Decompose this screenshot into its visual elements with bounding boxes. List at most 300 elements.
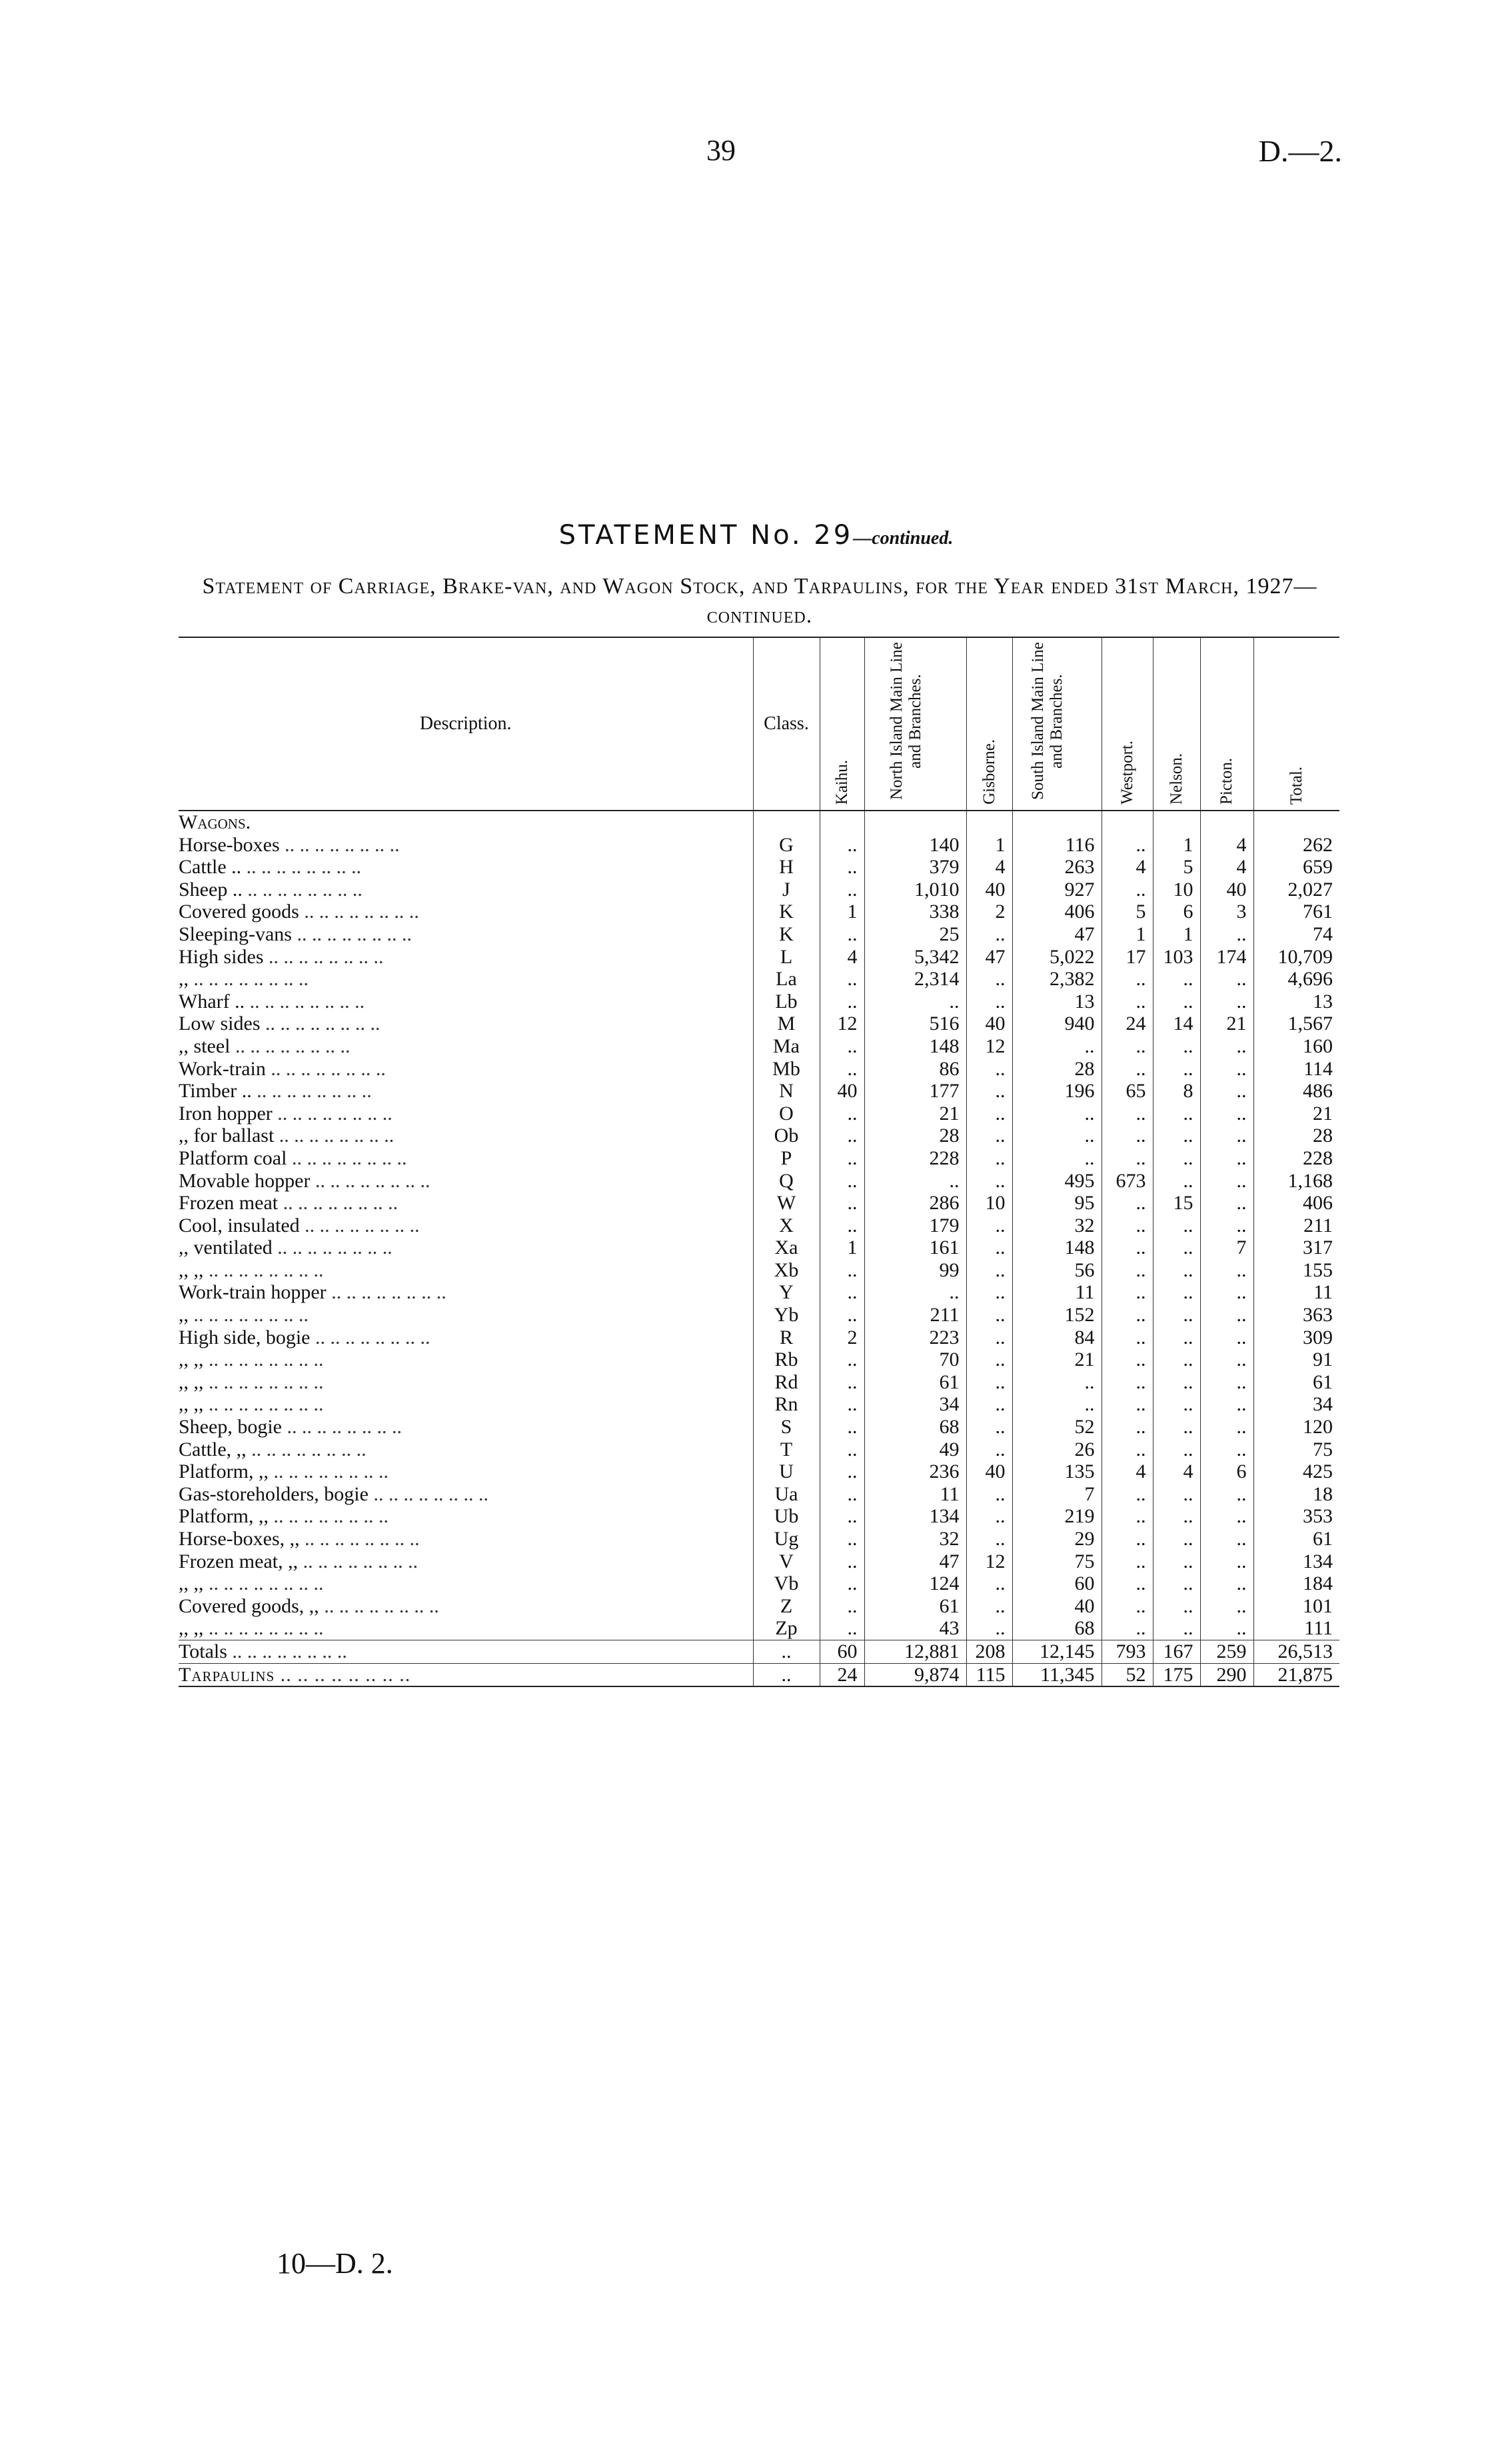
value-cell: .. [1102,1147,1153,1170]
value-cell: 148 [1012,1236,1102,1259]
value-cell: 14 [1153,1013,1200,1035]
value-cell: .. [1153,1259,1200,1282]
row-description: Platform, ,, .. .. .. .. .. .. .. .. [179,1505,388,1528]
table-row [179,1192,1339,1215]
value-cell: .. [1102,1393,1153,1416]
header-total: Total. [1253,637,1339,811]
value-cell: .. [1012,1125,1102,1147]
value-cell: .. [1153,1617,1200,1640]
value-cell: .. [820,1438,864,1461]
value-cell: .. [820,1125,864,1147]
statement-title-suffix: —continued. [853,528,954,549]
summary-cell: 793 [1102,1640,1153,1663]
table-row [179,1215,1339,1237]
leader-dots: .. .. .. .. .. .. .. .. [331,1281,446,1304]
row-class: Xb [753,1259,820,1282]
value-cell: 5,342 [864,946,966,969]
value-cell: .. [1153,1304,1200,1326]
value-cell: .. [1102,1281,1153,1304]
value-cell: 10 [966,1192,1012,1215]
value-cell: .. [1102,1528,1153,1550]
table-row [179,1416,1339,1438]
row-description: ,, for ballast .. .. .. .. .. .. .. .. [179,1125,394,1147]
leader-dots: .. .. .. .. .. .. .. .. [279,1125,394,1147]
value-cell: 61 [1253,1528,1339,1550]
value-cell: 11 [864,1483,966,1506]
value-cell: 379 [864,856,966,879]
tarpaulins-row [179,1663,1339,1686]
value-cell: 160 [1253,1035,1339,1058]
value-cell: 1 [1153,834,1200,857]
summary-cell: 175 [1153,1663,1200,1686]
value-cell: .. [864,1281,966,1304]
value-cell: .. [1200,1147,1253,1170]
summary-cell: 52 [1102,1663,1153,1686]
value-cell: 13 [1012,991,1102,1013]
value-cell: 516 [864,1013,966,1035]
value-cell: .. [1200,1281,1253,1304]
summary-cell: 167 [1153,1640,1200,1663]
table-row [179,1438,1339,1461]
value-cell: 174 [1200,946,1253,969]
value-cell: .. [1153,1281,1200,1304]
value-cell: .. [1200,1103,1253,1125]
value-cell: 11 [1253,1281,1339,1304]
value-cell: 60 [1012,1572,1102,1595]
value-cell: .. [1102,834,1153,857]
row-class: X [753,1215,820,1237]
value-cell: .. [1200,1505,1253,1528]
row-class: W [753,1192,820,1215]
row-description: Work-train .. .. .. .. .. .. .. .. [179,1057,386,1080]
value-cell: 114 [1253,1058,1339,1081]
leader-dots: .. .. .. .. .. .. .. .. [373,1482,488,1505]
value-cell: 56 [1012,1259,1102,1282]
value-cell: 65 [1102,1080,1153,1103]
value-cell: .. [1200,1326,1253,1349]
value-cell: 75 [1253,1438,1339,1461]
row-class: Ug [753,1528,820,1550]
row-class: M [753,1013,820,1035]
row-description: Movable hopper .. .. .. .. .. .. .. .. [179,1169,430,1192]
row-description: Platform coal .. .. .. .. .. .. .. .. [179,1147,407,1169]
leader-dots: .. .. .. .. .. .. .. .. [193,968,309,991]
value-cell: 40 [1012,1595,1102,1618]
leader-dots: .. .. .. .. .. .. .. .. [246,856,362,879]
value-cell: .. [820,1348,864,1371]
table-row [179,901,1339,923]
value-cell: 61 [864,1595,966,1618]
value-cell: 659 [1253,856,1339,879]
row-description: Cattle .. .. .. .. .. .. .. .. .. [179,856,362,879]
row-description: Sleeping-vans .. .. .. .. .. .. .. .. [179,923,412,945]
leader-dots: .. .. .. .. .. .. .. .. [209,1617,324,1640]
value-cell: .. [966,1147,1012,1170]
row-description: Sheep, bogie .. .. .. .. .. .. .. .. [179,1416,402,1438]
value-cell: 28 [1012,1058,1102,1081]
footer-reference: 10—D. 2. [277,2247,393,2280]
row-description: ,, ,, .. .. .. .. .. .. .. .. [179,1393,324,1416]
value-cell: .. [1153,1035,1200,1058]
row-class: La [753,968,820,991]
value-cell: .. [1153,1236,1200,1259]
table-row [179,946,1339,969]
value-cell: 4 [1102,856,1153,879]
value-cell: .. [966,1595,1012,1618]
value-cell: 111 [1253,1617,1339,1640]
table-row [179,1013,1339,1035]
leader-dots: .. .. .. .. .. .. .. .. [315,1169,430,1192]
summary-cell: 11,345 [1012,1663,1102,1686]
value-cell: .. [820,1058,864,1081]
value-cell: .. [1153,1348,1200,1371]
leader-dots: .. .. .. .. .. .. .. .. [273,1460,388,1483]
value-cell: .. [966,1259,1012,1282]
statement-title-main: STATEMENT No. 29 [558,520,854,551]
value-cell: .. [1012,1393,1102,1416]
value-cell: 1 [820,1236,864,1259]
value-cell: 179 [864,1215,966,1237]
leader-dots: .. .. .. .. .. .. .. .. [305,1528,420,1550]
value-cell: .. [1200,1170,1253,1193]
value-cell: 161 [864,1236,966,1259]
value-cell: .. [1102,1483,1153,1506]
value-cell: 34 [1253,1393,1339,1416]
value-cell: 338 [864,901,966,923]
value-cell: 61 [1253,1371,1339,1394]
value-cell: 24 [1102,1013,1153,1035]
value-cell: .. [1102,1595,1153,1618]
row-description: Cool, insulated .. .. .. .. .. .. .. .. [179,1214,420,1236]
value-cell: 286 [864,1192,966,1215]
value-cell: 91 [1253,1348,1339,1371]
value-cell: .. [820,879,864,901]
table-row [179,1125,1339,1147]
value-cell: .. [1102,1371,1153,1394]
value-cell: 28 [864,1125,966,1147]
value-cell: 134 [1253,1550,1339,1573]
value-cell: .. [1153,1393,1200,1416]
value-cell: .. [1012,1371,1102,1394]
table-row [179,1595,1339,1618]
row-description: Frozen meat .. .. .. .. .. .. .. .. [179,1192,398,1215]
row-description: Covered goods, ,, .. .. .. .. .. .. .. .. [179,1594,439,1617]
statement-title [0,520,1512,551]
value-cell: .. [1153,1170,1200,1193]
value-cell: 15 [1153,1192,1200,1215]
value-cell: .. [966,1371,1012,1394]
value-cell: 152 [1012,1304,1102,1326]
row-description: ,, steel .. .. .. .. .. .. .. .. [179,1035,351,1057]
value-cell: 12 [966,1035,1012,1058]
value-cell: .. [1153,1058,1200,1081]
value-cell: .. [1153,1505,1200,1528]
header-gisborne: Gisborne. [966,637,1012,811]
row-class: Lb [753,991,820,1013]
value-cell: 486 [1253,1080,1339,1103]
row-description: ,, .. .. .. .. .. .. .. .. [179,968,309,991]
section-label: Wagons. [179,811,251,833]
value-cell: 4 [1102,1460,1153,1483]
value-cell: 135 [1012,1460,1102,1483]
summary-cell: 60 [820,1640,864,1663]
value-cell: .. [1102,1103,1153,1125]
value-cell: .. [1200,1595,1253,1618]
row-class: K [753,923,820,946]
value-cell: .. [1102,1058,1153,1081]
row-class: Rb [753,1348,820,1371]
leader-dots: .. .. .. .. .. .. .. .. [303,1550,418,1572]
table-row [179,1035,1339,1058]
value-cell: .. [1200,1371,1253,1394]
value-cell: 32 [1012,1215,1102,1237]
value-cell: 425 [1253,1460,1339,1483]
totals-row [179,1640,1339,1663]
table-row [179,1572,1339,1595]
value-cell: 228 [864,1147,966,1170]
header-kaihu: Kaihu. [820,637,864,811]
leader-dots: .. .. .. .. .. .. .. .. [324,1594,439,1617]
value-cell: .. [966,1438,1012,1461]
value-cell: 52 [1012,1416,1102,1438]
value-cell: .. [1102,1416,1153,1438]
summary-cell: 9,874 [864,1663,966,1686]
value-cell: .. [1102,1617,1153,1640]
summary-cell: 21,875 [1253,1663,1339,1686]
value-cell: .. [1200,1617,1253,1640]
row-class: H [753,856,820,879]
value-cell: .. [1153,1416,1200,1438]
value-cell: .. [966,968,1012,991]
table-row [179,1326,1339,1349]
page-reference: D.—2. [1258,134,1342,168]
summary-cell: 12,145 [1012,1640,1102,1663]
table-row [179,968,1339,991]
row-class: Yb [753,1304,820,1326]
value-cell: .. [1153,1147,1200,1170]
value-cell: 17 [1102,946,1153,969]
value-cell: .. [1200,1550,1253,1573]
value-cell: 211 [864,1304,966,1326]
leader-dots: .. .. .. .. .. .. .. .. [315,1326,430,1348]
value-cell: 32 [864,1528,966,1550]
row-class: T [753,1438,820,1461]
value-cell: 10,709 [1253,946,1339,969]
value-cell: .. [1153,1550,1200,1573]
value-cell: 761 [1253,901,1339,923]
value-cell: 155 [1253,1259,1339,1282]
value-cell: .. [1200,1259,1253,1282]
value-cell: 47 [966,946,1012,969]
value-cell: 4 [1153,1460,1200,1483]
value-cell: .. [1200,1192,1253,1215]
value-cell: .. [1102,1550,1153,1573]
row-description: ,, ,, .. .. .. .. .. .. .. .. [179,1258,324,1281]
header-south-island: South Island Main Line and Branches. [1012,637,1102,811]
value-cell: .. [1200,923,1253,946]
value-cell: .. [820,1281,864,1304]
value-cell: 4 [966,856,1012,879]
table-row [179,1348,1339,1371]
value-cell: 406 [1012,901,1102,923]
value-cell: 4 [1200,834,1253,857]
value-cell: .. [1153,991,1200,1013]
value-cell: 1,010 [864,879,966,901]
value-cell: .. [1153,1595,1200,1618]
row-description: High sides .. .. .. .. .. .. .. .. [179,945,384,968]
summary-cell: 26,513 [1253,1640,1339,1663]
value-cell: 8 [1153,1080,1200,1103]
header-picton: Picton. [1200,637,1253,811]
value-cell: .. [966,1348,1012,1371]
summary-cell: 24 [820,1663,864,1686]
row-description: Work-train hopper .. .. .. .. .. .. .. .. [179,1281,446,1304]
value-cell: .. [820,991,864,1013]
value-cell: 13 [1253,991,1339,1013]
value-cell: .. [1153,1125,1200,1147]
row-description: Gas-storeholders, bogie .. .. .. .. .. .. .. .. [179,1482,488,1505]
leader-dots: .. .. .. .. .. .. .. .. [209,1258,324,1281]
leader-dots: .. .. .. .. .. .. .. .. [251,1438,367,1460]
value-cell: .. [1153,1371,1200,1394]
row-description: Frozen meat, ,, .. .. .. .. .. .. .. .. [179,1550,418,1572]
value-cell: .. [1200,991,1253,1013]
table-row [179,923,1339,946]
value-cell: 3 [1200,901,1253,923]
value-cell: .. [966,1215,1012,1237]
value-cell: .. [1012,1035,1102,1058]
value-cell: .. [966,1281,1012,1304]
value-cell: .. [820,1595,864,1618]
value-cell: 317 [1253,1236,1339,1259]
row-description: Timber .. .. .. .. .. .. .. .. .. [179,1080,372,1103]
value-cell: 184 [1253,1572,1339,1595]
value-cell: .. [1153,1438,1200,1461]
value-cell: 927 [1012,879,1102,901]
row-class: Rn [753,1393,820,1416]
value-cell: .. [966,1236,1012,1259]
row-description: High side, bogie .. .. .. .. .. .. .. .. [179,1326,430,1348]
value-cell: 263 [1012,856,1102,879]
leader-dots: .. .. .. .. .. .. .. .. [297,923,412,945]
row-class: Z [753,1595,820,1618]
value-cell: .. [820,1259,864,1282]
value-cell: 18 [1253,1483,1339,1506]
tarpaulins-label: Tarpaulins .. .. .. .. .. .. .. .. [179,1663,753,1686]
value-cell: .. [1200,1304,1253,1326]
value-cell: .. [820,1505,864,1528]
row-class: Ma [753,1035,820,1058]
leader-dots: .. .. .. .. .. .. .. .. [209,1393,324,1416]
table-row [179,1304,1339,1326]
value-cell: 1 [966,834,1012,857]
value-cell: 4 [820,946,864,969]
value-cell: .. [1200,1125,1253,1147]
value-cell: .. [1102,1125,1153,1147]
table-row [179,1080,1339,1103]
value-cell: .. [820,856,864,879]
row-description: ,, .. .. .. .. .. .. .. .. [179,1304,309,1326]
table-row [179,1528,1339,1550]
row-description: Wharf .. .. .. .. .. .. .. .. .. [179,990,365,1013]
value-cell: 40 [966,1013,1012,1035]
row-class: O [753,1103,820,1125]
value-cell: 1 [1102,923,1153,946]
value-cell: .. [1200,1035,1253,1058]
value-cell: 196 [1012,1080,1102,1103]
value-cell: .. [820,1215,864,1237]
value-cell: .. [820,1371,864,1394]
value-cell: .. [1153,1483,1200,1506]
value-cell: .. [966,1505,1012,1528]
value-cell: 5 [1153,856,1200,879]
summary-cell: 290 [1200,1663,1253,1686]
row-class: V [753,1550,820,1573]
value-cell: 134 [864,1505,966,1528]
value-cell: .. [820,1147,864,1170]
row-class: R [753,1326,820,1349]
row-description: Covered goods .. .. .. .. .. .. .. .. [179,901,419,923]
value-cell: 4,696 [1253,968,1339,991]
value-cell: 124 [864,1572,966,1595]
value-cell: 2,027 [1253,879,1339,901]
value-cell: .. [966,1326,1012,1349]
value-cell: 148 [864,1035,966,1058]
row-class: Q [753,1170,820,1193]
leader-dots: .. .. .. .. .. .. .. .. [209,1572,324,1595]
leader-dots: .. .. .. .. .. .. .. .. [283,1192,398,1215]
value-cell: .. [820,834,864,857]
value-cell: .. [1102,1035,1153,1058]
value-cell: .. [1102,1505,1153,1528]
value-cell: .. [1200,1483,1253,1506]
leader-dots: .. .. .. .. .. .. .. .. [257,1080,372,1103]
value-cell: 40 [966,879,1012,901]
table-header-row [179,637,1339,811]
leader-dots: .. .. .. .. .. .. .. .. [209,1348,324,1371]
leader-dots: .. .. .. .. .. .. .. .. [273,1505,388,1528]
value-cell: .. [1102,1192,1153,1215]
value-cell: .. [1200,1438,1253,1461]
row-class: Ub [753,1505,820,1528]
value-cell: 70 [864,1348,966,1371]
table-row [179,856,1339,879]
table-row [179,1170,1339,1193]
leader-dots: .. .. .. .. .. .. .. .. [265,1013,380,1035]
value-cell: .. [966,1572,1012,1595]
header-class: Class. [753,637,820,811]
value-cell: 406 [1253,1192,1339,1215]
value-cell: 26 [1012,1438,1102,1461]
header-north-island: North Island Main Line and Branches. [864,637,966,811]
header-nelson: Nelson. [1153,637,1200,811]
leader-dots: .. .. .. .. .. .. .. .. [235,1035,351,1057]
summary-cell: 208 [966,1640,1012,1663]
row-description: ,, ,, .. .. .. .. .. .. .. .. [179,1617,324,1640]
tarpaulins-class: .. [753,1663,820,1686]
value-cell: 223 [864,1326,966,1349]
value-cell: 5,022 [1012,946,1102,969]
row-class: N [753,1080,820,1103]
leader-dots: .. .. .. .. .. .. .. .. [287,1416,402,1438]
value-cell: 4 [1200,856,1253,879]
value-cell: .. [966,1103,1012,1125]
value-cell: 103 [1153,946,1200,969]
value-cell: .. [1153,1215,1200,1237]
value-cell: 43 [864,1617,966,1640]
value-cell: 228 [1253,1147,1339,1170]
value-cell: .. [820,1617,864,1640]
